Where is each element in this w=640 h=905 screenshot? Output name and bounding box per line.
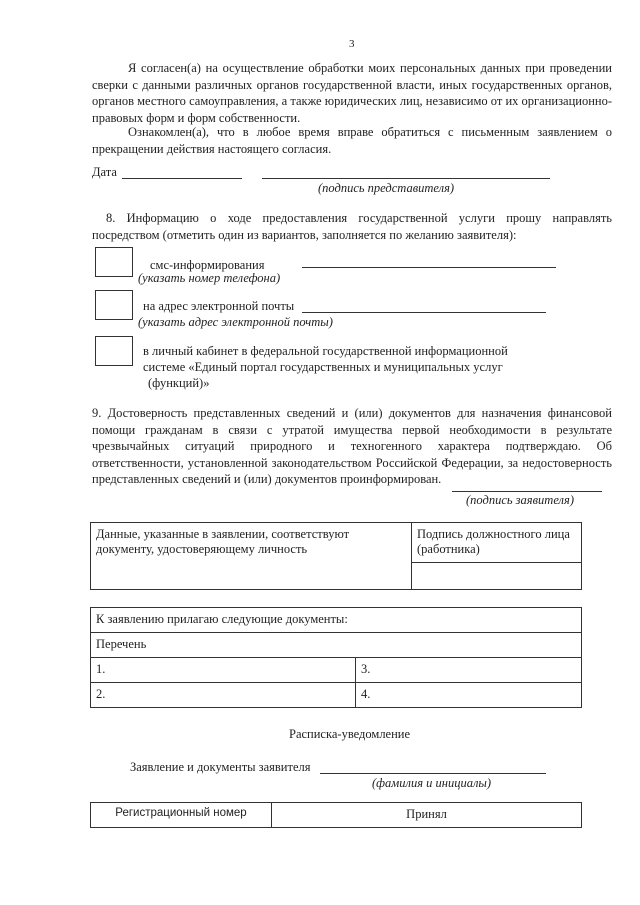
consent-paragraph: Я согласен(а) на осуществление обработки моих персональных данных при проведении сверки с данными различных органов государственной власти, иных государственных органов, органов местного самоуправления, а также юридических лиц, независимо от их организационно-правовых форм и форм собственности. bbox=[92, 61, 612, 125]
documents-table bbox=[90, 607, 582, 708]
email-hint: (указать адрес электронной почты) bbox=[138, 315, 333, 329]
reliability-statement: 9. Достоверность представленных сведений и (или) документов для назначения финансовой помощи гражданам в связи с утратой имущества первой необходимости в результате чрезвычайных ситуаций природного и техногенного характера подтверждаю. Об ответственности, установленной законодательством Российской Федерации, за недостоверность представленных сведений и (или) документов проинформирован. bbox=[92, 406, 612, 486]
sms-checkbox[interactable] bbox=[95, 247, 133, 277]
consent-notice-paragraph: Ознакомлен(а), что в любое время вправе обратиться с письменным заявлением о прекращении действия настоящего согласия. bbox=[92, 125, 612, 156]
documents-header-cell bbox=[91, 608, 582, 633]
portal-option-label-3: (функций)» bbox=[148, 376, 210, 390]
receipt-table bbox=[90, 802, 582, 828]
representative-signature-caption: (подпись представителя) bbox=[318, 181, 455, 195]
document-item-2[interactable]: 2. bbox=[91, 683, 356, 708]
documents-list-label-cell bbox=[91, 633, 582, 658]
receipt-line-label: Заявление и документы заявителя bbox=[130, 760, 311, 774]
date-label: Дата bbox=[92, 165, 117, 179]
applicant-signature-caption: (подпись заявителя) bbox=[466, 493, 574, 507]
email-checkbox[interactable] bbox=[95, 290, 133, 320]
accepted-label: Принял bbox=[406, 807, 447, 821]
sms-option-label: смс-информирования bbox=[150, 258, 265, 272]
applicant-name-field[interactable] bbox=[320, 773, 546, 774]
document-item-4[interactable]: 4. bbox=[356, 683, 582, 708]
registration-number-cell bbox=[91, 803, 272, 828]
official-signature-cell bbox=[412, 523, 582, 563]
verification-table bbox=[90, 522, 582, 590]
official-signature-text: Подпись должностного лица (работника) bbox=[417, 527, 570, 556]
registration-number-label: Регистрационный номер bbox=[115, 807, 247, 819]
official-signature-field[interactable] bbox=[412, 562, 582, 589]
document-item-1[interactable]: 1. bbox=[91, 658, 356, 683]
portal-option-label-1: в личный кабинет в федеральной государственной информационной bbox=[143, 344, 508, 358]
notification-method-text: 8. Информацию о ходе предоставления государственной услуги прошу направлять посредством (отметить один из вариантов, заполняется по желанию заявителя): bbox=[92, 211, 612, 242]
portal-option-label-2: системе «Единый портал государственных и муниципальных услуг bbox=[143, 360, 503, 374]
documents-list-label: Перечень bbox=[96, 637, 147, 651]
phone-hint: (указать номер телефона) bbox=[138, 271, 281, 285]
applicant-signature-field[interactable] bbox=[452, 491, 602, 492]
receipt-title: Расписка-уведомление bbox=[289, 727, 411, 741]
email-option-label: на адрес электронной почты bbox=[143, 299, 295, 313]
document-item-3[interactable]: 3. bbox=[356, 658, 582, 683]
portal-checkbox[interactable] bbox=[95, 336, 133, 366]
email-field[interactable] bbox=[302, 312, 546, 313]
identity-match-cell bbox=[91, 523, 412, 590]
documents-header: К заявлению прилагаю следующие документы: bbox=[96, 612, 348, 626]
page-number: 3 bbox=[349, 38, 355, 50]
accepted-cell bbox=[272, 803, 582, 828]
identity-match-text: Данные, указанные в заявлении, соответствуют документу, удостоверяющему личность bbox=[96, 527, 350, 556]
date-field[interactable] bbox=[122, 178, 242, 179]
representative-signature-field[interactable] bbox=[262, 178, 550, 179]
phone-field[interactable] bbox=[302, 267, 556, 268]
name-caption: (фамилия и инициалы) bbox=[372, 776, 492, 790]
